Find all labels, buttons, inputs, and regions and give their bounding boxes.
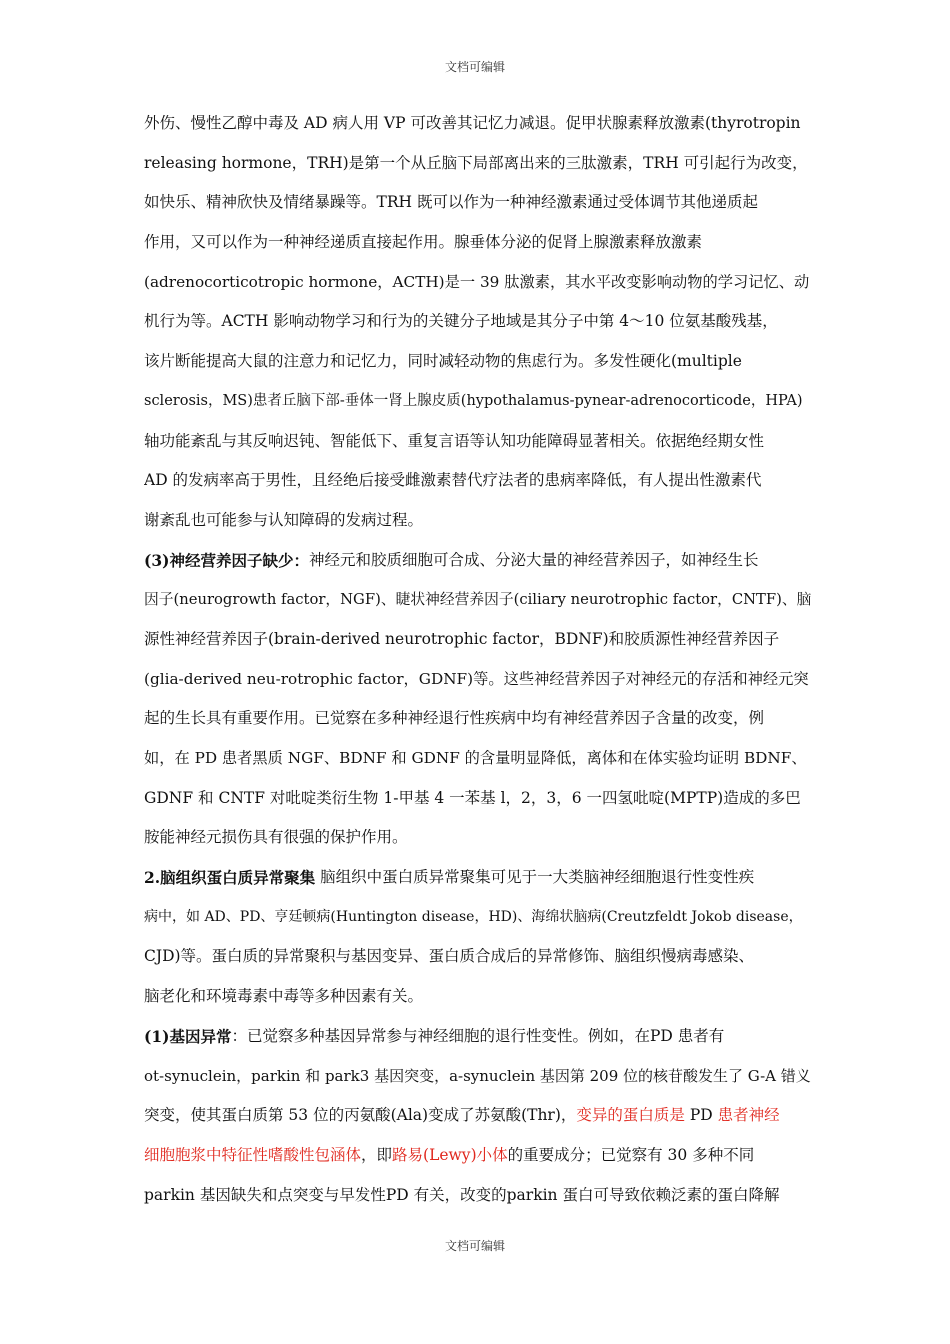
text-segment: AD 的发病率高于男性，且经绝后接受雌激素替代疗法者的患病率降低，有人提出性激素代: [144, 471, 762, 490]
text-segment: 脑老化和环境毒素中毒等多种因素有关。: [144, 987, 424, 1006]
text-line: [144, 144, 812, 184]
text-line: [144, 183, 812, 223]
text-segment: 神经元和胶质细胞可合成、分泌大量的神经营养因子，如神经生长: [308, 550, 759, 569]
text-segment: 突变，使其蛋白质第 53 位的丙氨酸(Ala)变成了苏氨酸(Thr)，: [144, 1106, 577, 1125]
text-line: [144, 898, 812, 938]
text-segment: 外伤、慢性乙醇中毒及 AD 病人用 VP 可改善其记忆力减退。促甲状腺素释放激素(thyrotropin: [144, 114, 801, 132]
text-line: [144, 501, 812, 541]
text-segment: 机行为等。ACTH 影响动物学习和行为的关键分子地域是其分子中第 4～10 位氨基酸残基，: [144, 312, 778, 331]
text-line: [144, 699, 812, 739]
text-segment: PD: [684, 1106, 718, 1125]
section-heading: (1)基因异常: [144, 1026, 232, 1046]
text-segment: 谢紊乱也可能参与认知障碍的发病过程。: [144, 510, 424, 529]
highlighted-text: 路易(Lewy)小体: [392, 1145, 508, 1164]
text-segment: (adrenocorticotropic hormone，ACTH)是一 39 肽激素，其水平改变影响动物的学习记忆、动: [144, 272, 810, 291]
text-segment: ：已觉察多种基因异常参与神经细胞的退行性变性。例如，在PD 患者有: [231, 1026, 725, 1045]
text-line: [144, 1017, 812, 1057]
text-segment: (glia-derived neu-rotrophic factor，GDNF)等。这些神经营养因子对神经元的存活和神经元突: [144, 669, 809, 688]
page-footer: 文档可编辑: [444, 1239, 505, 1253]
highlighted-text: 细胞胞浆中特征性嗜酸性包涵体: [144, 1145, 362, 1164]
text-segment: CJD)等。蛋白质的异常聚积与基因变异、蛋白质合成后的异常修饰、脑组织慢病毒感染、: [144, 947, 755, 966]
text-line: [144, 858, 812, 898]
section-heading: (3)神经营养因子缺少：: [144, 550, 309, 570]
text-segment: ，即: [361, 1145, 393, 1164]
text-line: [144, 779, 812, 819]
text-segment: 胺能神经元损伤具有很强的保护作用。: [144, 828, 408, 847]
text-line: [144, 1176, 812, 1216]
text-line: [144, 937, 812, 977]
text-segment: sclerosis，MS)患者丘脑下部-垂体一肾上腺皮质(hypothalamus-pynear-adrenocorticode，HPA): [144, 392, 803, 409]
document-body: [144, 104, 812, 1215]
text-line: [144, 818, 812, 858]
text-line: [144, 223, 812, 263]
highlighted-text: 患者神经: [717, 1106, 780, 1125]
text-segment: 源性神经营养因子(brain-derived neurotrophic factor，BDNF)和胶质源性神经营养因子: [144, 629, 780, 648]
text-segment: 的重要成分；已觉察有 30 多种不同: [507, 1145, 755, 1164]
text-segment: 因子(neurogrowth factor，NGF)、睫状神经营养因子(ciliary neurotrophic factor，CNTF)、脑: [144, 591, 812, 609]
text-line: [144, 104, 812, 144]
text-segment: releasing hormone，TRH)是第一个从丘脑下局部离出来的三肽激素，TRH 可引起行为改变，: [144, 153, 808, 172]
text-line: [144, 1096, 812, 1136]
text-segment: 脑组织中蛋白质异常聚集可见于一大类脑神经细胞退行性变性疾: [315, 868, 755, 887]
text-segment: GDNF 和 CNTF 对吡啶类衍生物 1-甲基 4 一苯基 l，2，3，6 一四氢吡啶(MPTP)造成的多巴: [144, 788, 801, 807]
text-line: [144, 580, 812, 620]
text-line: [144, 382, 812, 422]
text-line: [144, 342, 812, 382]
text-line: [144, 302, 812, 342]
highlighted-text: 变异的蛋白质是: [576, 1106, 685, 1125]
text-segment: ot-synuclein，parkin 和 park3 基因突变，a-synuclein 基因第 209 位的核苷酸发生了 G-A 错义: [144, 1066, 811, 1085]
text-line: [144, 422, 812, 462]
text-segment: 如，在 PD 患者黑质 NGF、BDNF 和 GDNF 的含量明显降低，离体和在体实验均证明 BDNF、: [144, 749, 807, 767]
section-heading: 2.脑组织蛋白质异常聚集: [144, 868, 316, 888]
text-segment: 如快乐、精神欣快及情绪暴躁等。TRH 既可以作为一种神经激素通过受体调节其他递质起: [144, 193, 758, 212]
text-segment: 起的生长具有重要作用。已觉察在多种神经退行性疾病中均有神经营养因子含量的改变，例: [144, 709, 765, 728]
text-line: [144, 739, 812, 779]
text-line: [144, 1057, 812, 1097]
text-segment: 轴功能紊乱与其反响迟钝、智能低下、重复言语等认知功能障碍显著相关。依据绝经期女性: [144, 431, 765, 450]
page-header: 文档可编辑: [444, 60, 505, 74]
text-segment: parkin 基因缺失和点突变与早发性PD 有关，改变的parkin 蛋白可导致依赖泛素的蛋白降解: [144, 1185, 780, 1204]
text-segment: 病中，如 AD、PD、亨廷顿病(Huntington disease，HD)、海绵状脑病(Creutzfeldt Jokob disease，: [144, 908, 803, 925]
text-segment: 该片断能提高大鼠的注意力和记忆力，同时减轻动物的焦虑行为。多发性硬化(multiple: [144, 352, 742, 371]
text-line: [144, 660, 812, 700]
text-line: [144, 977, 812, 1017]
text-line: [144, 1136, 812, 1176]
text-segment: 作用，又可以作为一种神经递质直接起作用。腺垂体分泌的促肾上腺激素释放激素: [144, 233, 703, 252]
text-line: [144, 620, 812, 660]
text-line: [144, 461, 812, 501]
text-line: [144, 541, 812, 581]
text-line: [144, 263, 812, 303]
